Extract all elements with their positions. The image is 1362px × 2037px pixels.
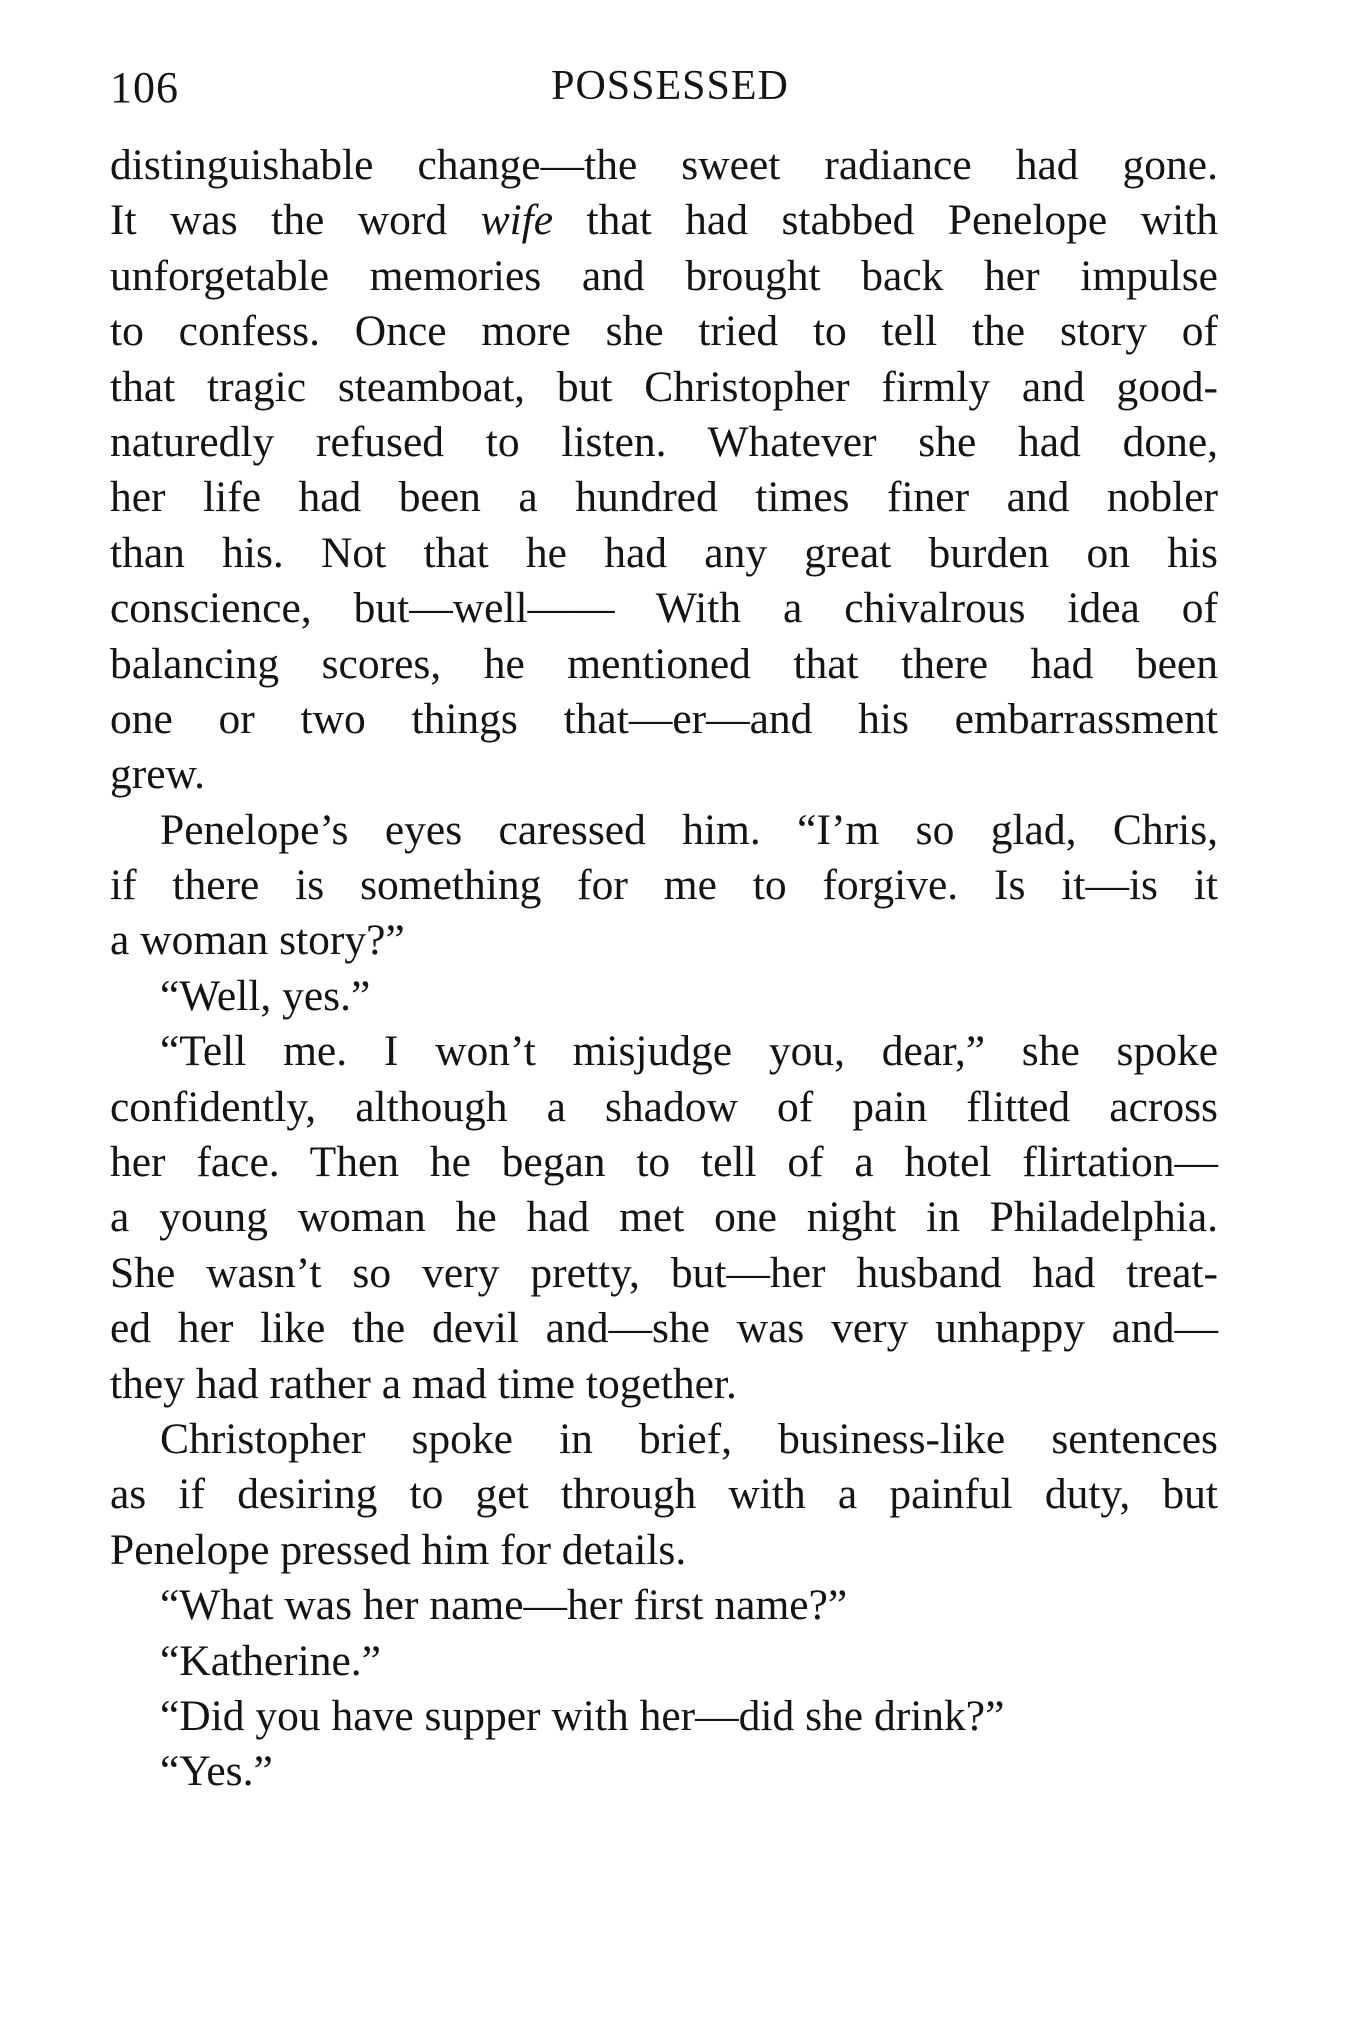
text-line: her life had been a hundred times finer and nobler xyxy=(110,473,1218,522)
italic-word: wife xyxy=(480,196,554,245)
text-line: naturedly refused to listen. Whatever she had done, xyxy=(110,417,1218,466)
text-line: a woman story?” xyxy=(110,916,405,965)
text-line: confidently, although a shadow of pain flitted across xyxy=(110,1082,1218,1131)
text-line: than his. Not that he had any great burden on his xyxy=(110,528,1218,577)
body-text xyxy=(110,138,1218,1800)
text-line: her face. Then he began to tell of a hotel flirtation— xyxy=(110,1138,1218,1187)
text-line: “Well, yes.” xyxy=(160,971,371,1020)
text-line: one or two things that—er—and his embarrassment xyxy=(110,694,1218,743)
text-line: “Did you have supper with her—did she drink?” xyxy=(160,1691,1005,1740)
text-line: if there is something for me to forgive. Is it—is it xyxy=(110,861,1218,910)
text-line: a young woman he had met one night in Philadelphia. xyxy=(110,1193,1218,1242)
text-line: conscience, but—well—— With a chivalrous idea of xyxy=(110,584,1218,633)
text-line: “Tell me. I won’t misjudge you, dear,” she spoke xyxy=(160,1027,1218,1076)
text-line: ed her like the devil and—she was very unhappy and— xyxy=(110,1304,1218,1353)
running-title: POSSESSED xyxy=(551,63,789,109)
text-line: as if desiring to get through with a painful duty, but xyxy=(110,1470,1218,1519)
text-line: Christopher spoke in brief, business-like sentences xyxy=(160,1414,1218,1463)
text-line: they had rather a mad time together. xyxy=(110,1359,737,1408)
text-line: to confess. Once more she tried to tell the story of xyxy=(110,307,1218,356)
text-line: Penelope pressed him for details. xyxy=(110,1525,687,1574)
text-line: balancing scores, he mentioned that there had been xyxy=(110,639,1218,688)
text-line: She wasn’t so very pretty, but—her husband had treat- xyxy=(110,1248,1218,1297)
text-line: Penelope’s eyes caressed him. “I’m so glad, Chris, xyxy=(160,805,1218,854)
text-line: distinguishable change—the sweet radiance had gone. xyxy=(110,141,1218,189)
text-line: “Katherine.” xyxy=(160,1636,381,1685)
text-line: It was the word wife that had stabbed Penelope with xyxy=(110,196,1219,245)
text-line: that tragic steamboat, but Christopher firmly and good- xyxy=(110,362,1218,411)
text-line: “Yes.” xyxy=(160,1747,273,1796)
text-line: “What was her name—her first name?” xyxy=(160,1581,848,1630)
text-line: unforgetable memories and brought back her impulse xyxy=(110,251,1218,300)
text-line: grew. xyxy=(110,750,206,799)
page-header xyxy=(110,62,1230,122)
page-number: 106 xyxy=(110,63,179,112)
